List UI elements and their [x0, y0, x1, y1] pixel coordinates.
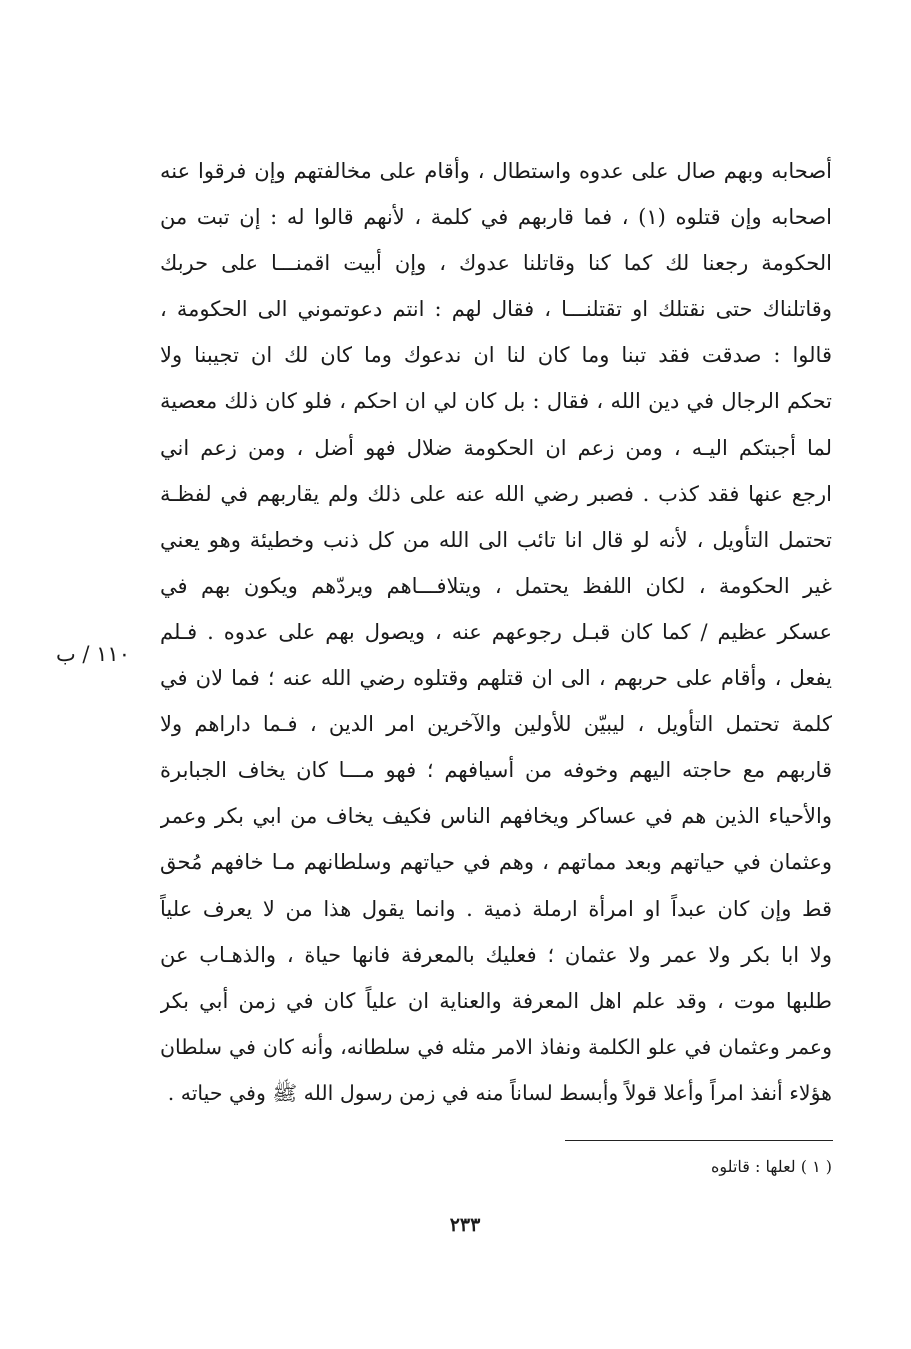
margin-folio-note: ١١٠ / ب — [55, 642, 130, 666]
text-line: قالوا : صدقت فقد تبنا وما كان لنا ان ندعوك وما كان لك ان تجيبنا ولا — [160, 343, 832, 368]
text-line: والأحياء الذين هم في عساكر ويخافهم الناس فكيف يخاف من ابي بكر وعمر — [160, 804, 832, 829]
text-line: لما أجبتكم اليـه ، ومن زعم ان الحكومة ضلال فهو أضل ، ومن زعم اني — [160, 435, 832, 460]
text-line: الحكومة رجعنا لك كما كنا وقاتلنا عدوك ، وإن أبيت اقمنـــا على حربك — [160, 251, 832, 276]
text-line: قط وإن كان عبداً او امرأة ارملة ذمية . وانما يقول هذا من لا يعرف علياً — [160, 896, 832, 921]
text-line: يفعل ، وأقام على حربهم ، الى ان قتلهم وقتلوه رضي الله عنه ؛ فما لان في — [160, 666, 832, 691]
text-line: أصحابه وبهم صال على عدوه واستطال ، وأقام على مخالفتهم وإن فرقوا عنه — [160, 159, 832, 183]
text-line: وقاتلناك حتى نقتلك او تقتلنـــا ، فقال لهم : انتم دعوتموني الى الحكومة ، — [160, 297, 832, 322]
text-line: هؤلاء أنفذ امراً وأعلا قولاً وأبسط لساناً منه في زمن رسول الله ﷺ وفي حياته . — [167, 1080, 832, 1105]
text-line: طلبها موت ، وقد علم اهل المعرفة والعناية ان علياً كان في زمن أبي بكر — [160, 988, 832, 1013]
text-line: تحكم الرجال في دين الله ، فقال : بل كان لي ان احكم ، فلو كان ذلك معصية — [160, 389, 832, 414]
text-line: ولا ابا بكر ولا عمر ولا عثمان ؛ فعليك بالمعرفة فانها حياة ، والذهـاب عن — [160, 942, 832, 967]
text-line: اصحابه وإن قتلوه (١) ، فما قاربهم في كلمة ، لأنهم قالوا له : إن تبت من — [160, 205, 832, 230]
footnote-divider — [565, 1140, 833, 1141]
footnote: ( ١ ) لعلها : قاتلوه — [711, 1157, 832, 1176]
text-line: عسكر عظيم / كما كان قبـل رجوعهم عنه ، ويصول بهم على عدوه . فـلم — [160, 619, 832, 644]
text-line: وعثمان في حياتهم وبعد مماتهم ، وهم في حياتهم وسلطانهم مـا خافهم مُحق — [160, 850, 832, 875]
text-line: تحتمل التأويل ، لأنه لو قال انا تائب الى الله من كل ذنب وخطيئة وهو يعني — [160, 527, 832, 552]
text-line: كلمة تحتمل التأويل ، ليبيّن للأولين والآخرين امر الدين ، فـما داراهم ولا — [160, 712, 832, 737]
page-number: ٢٣٣ — [449, 1214, 481, 1236]
text-line: وعمر وعثمان في علو الكلمة ونفاذ الامر مثله في سلطانه، وأنه كان في سلطان — [160, 1034, 832, 1059]
main-text — [160, 148, 832, 1116]
text-line: غير الحكومة ، لكان اللفظ يحتمل ، ويتلافـــاهم ويردّهم ويكون بهم في — [160, 573, 832, 598]
text-line: قاربهم مع حاجته اليهم وخوفه من أسيافهم ؛ فهو مـــا كان يخاف الجبابرة — [160, 758, 832, 783]
text-line: ارجع عنها فقد كذب . فصبر رضي الله عنه على ذلك ولم يقاربهم في لفظـة — [160, 481, 832, 506]
